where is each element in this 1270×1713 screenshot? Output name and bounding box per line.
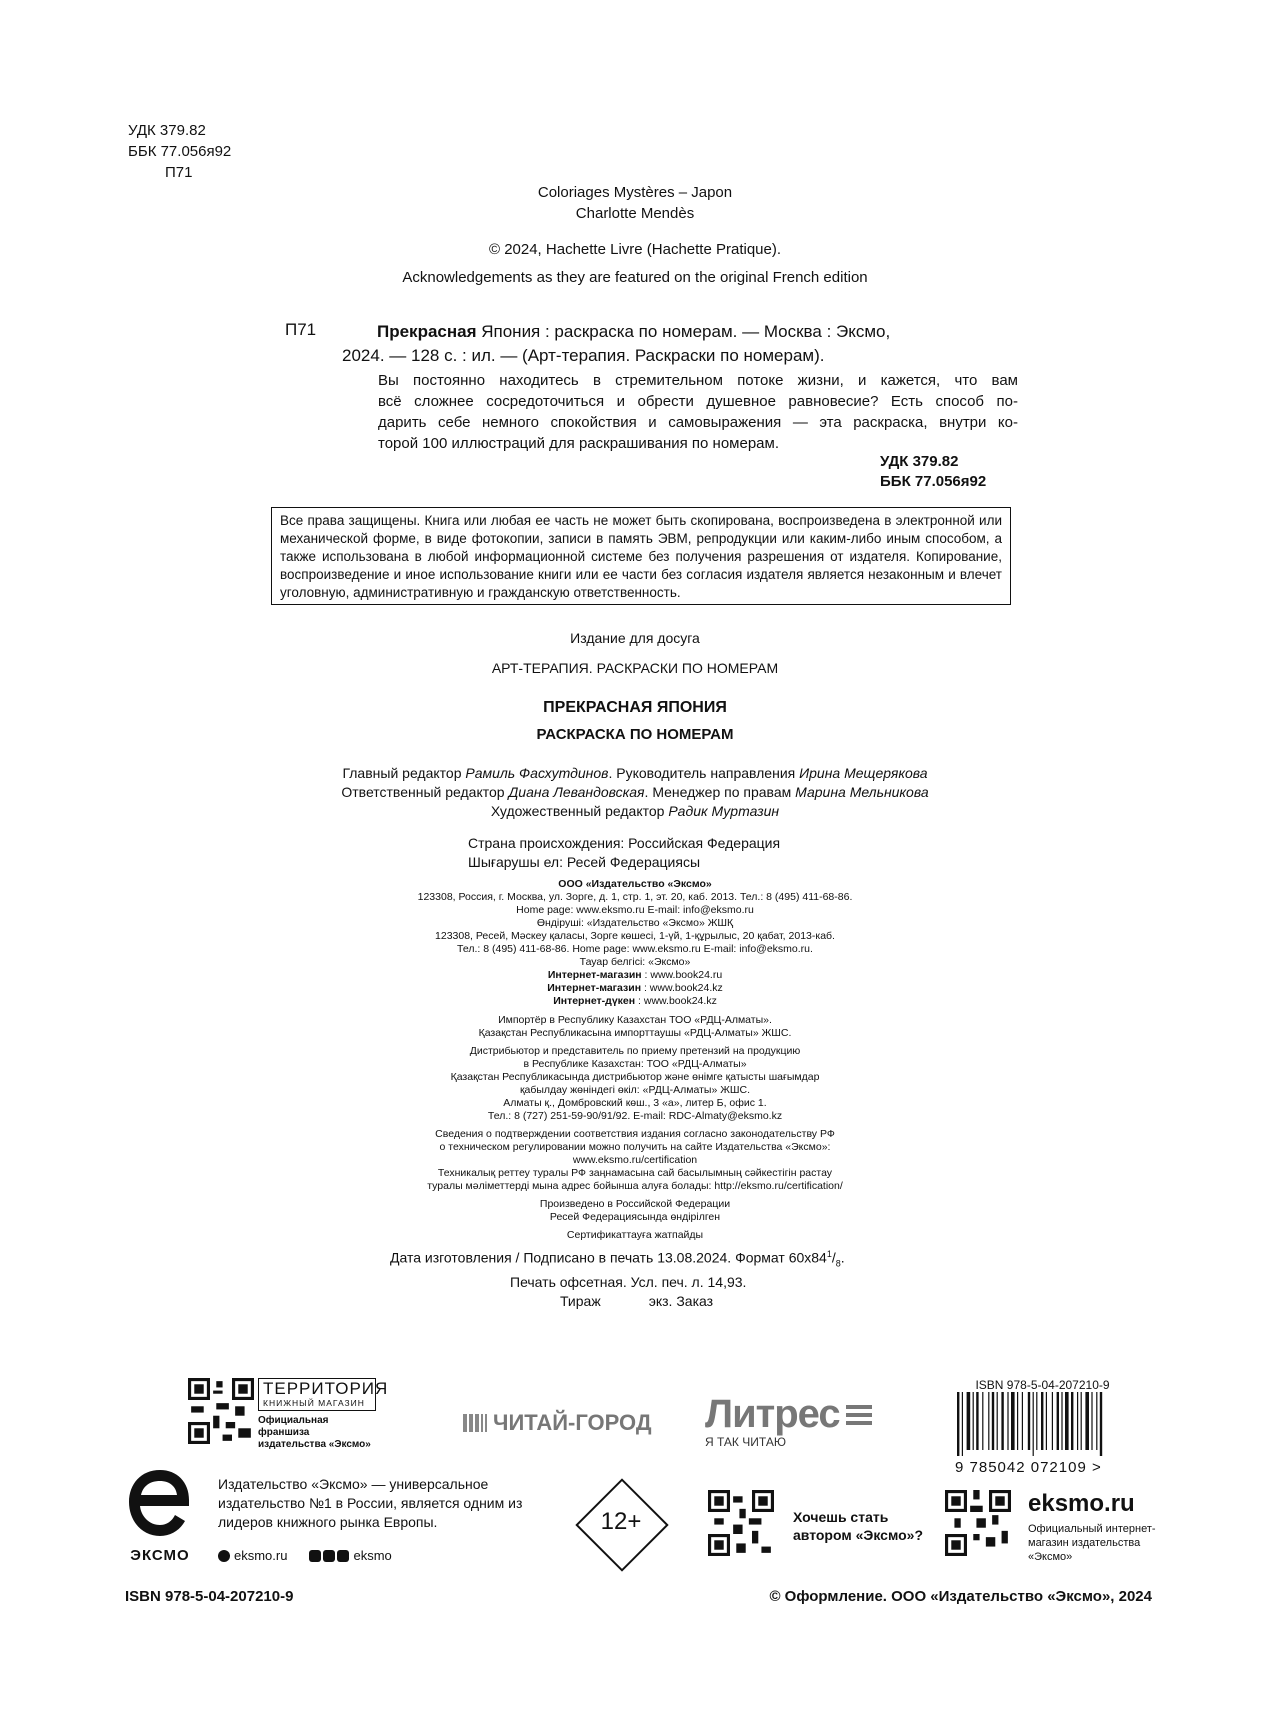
- barcode-bar: [1081, 1392, 1082, 1450]
- kz-line: о техническом регулировании можно получить на сайте Издательства «Эксмо»:: [439, 1141, 831, 1153]
- barcode-bar: [1091, 1392, 1092, 1450]
- publisher-line: Тауар белгісі: «Эксмо»: [579, 956, 691, 968]
- udk-code: УДК 379.82: [128, 122, 206, 139]
- barcode-bar: [1077, 1392, 1078, 1450]
- chitai-gorod-logo: [463, 1410, 652, 1436]
- barcode-bar: [967, 1392, 971, 1450]
- design-copyright: © Оформление. ООО «Издательство «Эксмо», 2024: [769, 1588, 1152, 1605]
- territory-qr-code: [188, 1378, 254, 1449]
- rights-notice: Все права защищены. Книга или любая ее часть не может быть скопирована, воспроизведена в электронной или механической форме, в виде фотокопии, записи в память ЭВМ, репродукции или каким-либо иным способом, а также использована в любой информационной системе без получения разрешения от издателя. Копирование, воспроизведение и иное использование книги или ее части без согласия издателя является незаконным и влечет уголовную, административную и гражданскую ответственность.: [271, 507, 1011, 605]
- kz-line: туралы мәліметтердi мына адрес бойынша алуға болады: http://eksmo.ru/certification/: [427, 1180, 843, 1192]
- barcode-bar: [962, 1392, 963, 1456]
- staff-line-1: Главный редактор Рамиль Фасхутдинов. Руководитель направления Ирина Мещерякова: [342, 765, 928, 781]
- eksmo-site-link[interactable]: eksmo.ru: [234, 1548, 288, 1563]
- kz-line: Ресей Федерациясында өндірілген: [549, 1211, 721, 1223]
- barcode-bar: [973, 1392, 974, 1450]
- barcode-bar: [1096, 1392, 1097, 1450]
- isbn-bottom: ISBN 978-5-04-207210-9: [125, 1588, 294, 1605]
- barcode-bar: [1052, 1392, 1053, 1450]
- biblio-mark: П71: [285, 320, 317, 339]
- staff-credits: [0, 764, 1270, 821]
- barcode-bar: [1001, 1392, 1003, 1450]
- edition-title: ПРЕКРАСНАЯ ЯПОНИЯ: [543, 699, 727, 716]
- litres-logo: [705, 1392, 872, 1449]
- shop-caption: Официальный интернет-магазин издательства «Эксмо»: [1028, 1523, 1156, 1563]
- publisher-line: Home page: www.eksmo.ru E-mail: info@eksmo.ru: [516, 904, 754, 916]
- barcode-bar: [1071, 1392, 1073, 1450]
- barcode-bar: [957, 1392, 959, 1456]
- biblio-line1: [342, 320, 1002, 344]
- age-rating: 12+: [600, 1508, 642, 1535]
- vk-icon: [309, 1550, 321, 1562]
- barcode-bar: [1017, 1392, 1018, 1450]
- biblio-line1-rest: Япония : раскраска по номерам. — Москва : Эксмо,: [476, 322, 891, 341]
- territory-sub: КНИЖНЫЙ МАГАЗИН: [263, 1398, 365, 1408]
- eksmo-links: [218, 1548, 538, 1563]
- original-title: Coloriages Mystères – Japon: [537, 184, 733, 201]
- eksmo-description: [218, 1475, 538, 1563]
- eksmo-social-link[interactable]: eksmo: [353, 1548, 392, 1563]
- litres-sub: Я ТАК ЧИТАЮ: [705, 1435, 786, 1449]
- abstract-line: дарить себе немного спокойствия и самовыражения — эта раскраска, внутри ко-: [378, 414, 1018, 431]
- kz-line: Импортёр в Республику Казахстан ТОО «РДЦ-Алматы».: [498, 1014, 772, 1026]
- eksmo-emblem-icon: [125, 1466, 195, 1540]
- barcode-bar: [1041, 1392, 1043, 1450]
- youtube-icon: [337, 1550, 349, 1562]
- kz-line: Тел.: 8 (727) 251-59-90/91/92. E-mail: RDC-Almaty@eksmo.kz: [487, 1110, 783, 1122]
- kz-line: в Республике Казахстан: ТОО «РДЦ-Алматы»: [523, 1058, 747, 1070]
- kz-line: Произведено в Российской Федерации: [539, 1198, 731, 1210]
- biblio-bbk: ББК 77.056я92: [880, 473, 987, 490]
- shop-info: [1028, 1490, 1158, 1564]
- biblio-title-bold: Прекрасная: [377, 322, 477, 341]
- barcode-block: [955, 1378, 1130, 1476]
- kz-line: Қазақстан Республикасында дистрибьютор және өнімге қатысты шағымдар: [450, 1071, 820, 1083]
- staff-line-3: Художественный редактор Радик Муртазин: [490, 803, 780, 819]
- isbn-top: ISBN 978-5-04-207210-9: [975, 1378, 1110, 1392]
- biblio-udk: УДК 379.82: [880, 453, 959, 470]
- biblio-line2: 2024. — 128 с. : ил. — (Арт-терапия. Раскраски по номерам).: [342, 346, 825, 365]
- globe-icon: [218, 1550, 230, 1562]
- author-mark: П71: [165, 164, 193, 181]
- original-copyright: © 2024, Hachette Livre (Hachette Pratique).: [488, 241, 782, 258]
- litres-lines-icon: [846, 1402, 872, 1428]
- chitai-gorod-text: ЧИТАЙ-ГОРОД: [493, 1410, 652, 1435]
- barcode: [955, 1392, 1125, 1456]
- abstract-line: Вы постоянно находитесь в стремительном потоке жизни, и кажется, что вам: [378, 372, 1018, 389]
- publisher-line: 123308, Россия, г. Москва, ул. Зорге, д. 1, стр. 1, эт. 20, каб. 2013. Тел.: 8 (495) 411-68-86.: [417, 891, 853, 903]
- barcode-bar: [988, 1392, 989, 1450]
- barcode-bar: [1028, 1392, 1030, 1450]
- barcode-bar: [1033, 1392, 1034, 1456]
- print-line-1: Дата изготовления / Подписано в печать 13.08.2024. Формат $60x84^1/_8$.: [390, 1249, 845, 1269]
- kz-line: www.eksmo.ru/certification: [572, 1154, 698, 1166]
- barcode-bar: [1065, 1392, 1069, 1450]
- shop-line: Интернет-магазин : www.book24.kz: [547, 982, 723, 994]
- author-qr-code: [708, 1490, 774, 1561]
- kz-line: қабылдау жөніндегі өкіл: «РДЦ-Алматы» ЖШС.: [519, 1084, 751, 1096]
- original-info: [0, 182, 1270, 288]
- publisher-line: 123308, Ресей, Мәскеу қаласы, Зорге көшесі, 1-үй, 1-құрылыс, 20 қабат, 2013-каб.: [435, 930, 835, 942]
- origin-info: [468, 834, 780, 872]
- origin-ru: Страна происхождения: Российская Федерация: [468, 835, 781, 851]
- bbk-code: ББК 77.056я92: [128, 143, 232, 160]
- edition-subtitle: РАСКРАСКА ПО НОМЕРАМ: [536, 726, 734, 743]
- barcode-bar: [976, 1392, 978, 1450]
- shop-line: Интернет-дүкен : www.book24.kz: [553, 995, 717, 1007]
- origin-kz: Шығарушы ел: Ресей Федерациясы: [468, 854, 701, 870]
- barcode-bar: [1100, 1392, 1102, 1456]
- staff-line-2: Ответственный редактор Диана Левандовская. Менеджер по правам Марина Мельникова: [341, 784, 929, 800]
- barcode-bar: [1011, 1392, 1015, 1450]
- kz-line: Алматы қ., Домбровский көш., 3 «а», литер Б, офис 1.: [503, 1097, 767, 1109]
- abstract-line: всё сложнее сосредоточиться и обрести душевное равновесие? Есть способ по-: [378, 393, 1018, 410]
- shops-block: [0, 969, 1270, 1008]
- eksmo-logo-text: ЭКСМО: [130, 1547, 190, 1564]
- abstract-line: торой 100 иллюстраций для раскрашивания по номерам.: [378, 435, 779, 452]
- shop-site[interactable]: eksmo.ru: [1028, 1490, 1135, 1517]
- barcode-bar: [992, 1392, 994, 1450]
- publisher-line: ООО «Издательство «Эксмо»: [558, 878, 712, 890]
- barcode-bar: [1057, 1392, 1059, 1450]
- barcode-bar: [997, 1392, 998, 1450]
- publisher-line: Өндіруші: «Издательство «Эксмо» ЖШҚ: [536, 917, 734, 929]
- barcode-bar: [1046, 1392, 1047, 1450]
- territory-title: ТЕРРИТОРИЯ: [263, 1379, 389, 1398]
- print-info: [390, 1245, 910, 1311]
- barcode-bar: [982, 1392, 983, 1450]
- print-line-2: Печать офсетная. Усл. печ. л. 14,93.: [510, 1274, 747, 1291]
- telegram-icon: [323, 1550, 335, 1562]
- barcode-bar: [1007, 1392, 1008, 1450]
- litres-text: Литрес: [705, 1392, 840, 1436]
- print-line-3: Тираж экз. Заказ: [560, 1293, 714, 1310]
- barcode-bar: [1085, 1392, 1089, 1450]
- kz-line: Сведения о подтверждении соответствия издания согласно законодательству РФ: [435, 1128, 835, 1140]
- barcode-bar: [1036, 1392, 1037, 1450]
- barcode-bar: [1022, 1392, 1023, 1450]
- original-author: Charlotte Mendès: [575, 205, 695, 222]
- publisher-block: [0, 878, 1270, 969]
- kz-line: Қазақстан Республикасына импорттаушы «РДЦ-Алматы» ЖШС.: [478, 1027, 792, 1039]
- kz-line: Сертификаттауға жатпайды: [566, 1229, 704, 1241]
- chitai-gorod-icon: [463, 1414, 491, 1432]
- shop-line: Интернет-магазин : www.book24.ru: [547, 969, 723, 981]
- biblio-abstract: [378, 370, 1018, 454]
- kz-block: [0, 1014, 1270, 1242]
- eksmo-desc-text: Издательство «Эксмо» — универсальное издательство №1 в России, является одним из лидеров книжного рынка Европы.: [218, 1476, 523, 1530]
- original-ack: Acknowledgements as they are featured on the original French edition: [402, 269, 868, 286]
- eksmo-logo: [120, 1466, 200, 1564]
- biblio-record: [342, 320, 1002, 368]
- shop-qr-code: [945, 1490, 1011, 1561]
- barcode-bar: [1061, 1392, 1062, 1450]
- author-question: Хочешь стать автором «Эксмо»?: [793, 1509, 924, 1543]
- kz-line: Дистрибьютор и представитель по приему претензий на продукцию: [469, 1045, 801, 1057]
- kz-line: Техникалық реттеу туралы РФ заңнамасына сай басылымның сәйкестігін растау: [437, 1167, 833, 1179]
- territory-caption: Официальная франшиза издательства «Эксмо»: [258, 1415, 371, 1450]
- publisher-line: Тел.: 8 (495) 411-68-86. Home page: www.eksmo.ru E-mail: info@eksmo.ru.: [457, 943, 813, 955]
- barcode-digits: 9 785042 072109 >: [955, 1459, 1102, 1476]
- edition-type: Издание для досуга: [570, 630, 700, 646]
- edition-series: АРТ-ТЕРАПИЯ. РАСКРАСКИ ПО НОМЕРАМ: [491, 660, 779, 676]
- territory-logo: [258, 1378, 389, 1451]
